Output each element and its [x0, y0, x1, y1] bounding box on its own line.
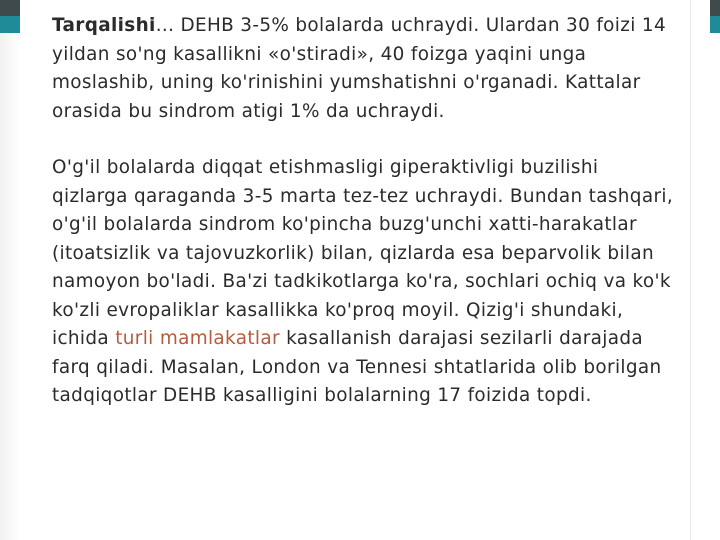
paragraph-2-text-after-link: kasallanish darajasi sezilarli darajada farq qiladi. Masalan, London va Tennesi shtatlarida olib borilgan tadqiqotlar DEHB kasalligini bolalarning 17 foizida topdi. [52, 328, 662, 406]
lead-term: Tarqalishi [52, 15, 156, 36]
paragraph-gender-differences [52, 154, 674, 411]
corner-accent [0, 0, 20, 33]
corner-accent-teal [0, 16, 20, 33]
corner-accent-dark [0, 0, 20, 16]
right-accent-dark [710, 0, 720, 16]
left-margin-fade [0, 33, 20, 540]
countries-link[interactable]: turli mamlakatlar [115, 328, 280, 349]
paragraph-prevalence [52, 12, 674, 126]
right-scrollbar-area [690, 0, 720, 540]
right-divider-line [690, 0, 691, 540]
paragraph-2-text-before-link: O'g'il bolalarda diqqat etishmasligi giperaktivligi buzilishi qizlarga qaraganda 3-5 marta tez-tez uchraydi. Bundan tashqari, o'g'il bolalarda sindrom ko'pincha buzg'unchi xatti-harakatlar (itoatsizlik va tajovuzkorlik) bilan, qizlarda esa beparvolik bilan namoyon bo'ladi. Ba'zi tadkikotlarga ko'ra, sochlari ochiq va ko'k ko'zli evropaliklar kasallikka ko'proq moyil. Qizig'i shundaki, ichida [52, 157, 674, 349]
right-accent-teal [710, 16, 720, 33]
article-body [52, 12, 674, 411]
paragraph-1-text: ... DEHB 3-5% bolalarda uchraydi. Ulardan 30 foizi 14 yildan so'ng kasallikni «o'stiradi», 40 foizga yaqini unga moslashib, uning ko'rinishini yumshatishni o'rganadi. Kattalar orasida bu sindrom atigi 1% da uchraydi. [52, 15, 666, 122]
